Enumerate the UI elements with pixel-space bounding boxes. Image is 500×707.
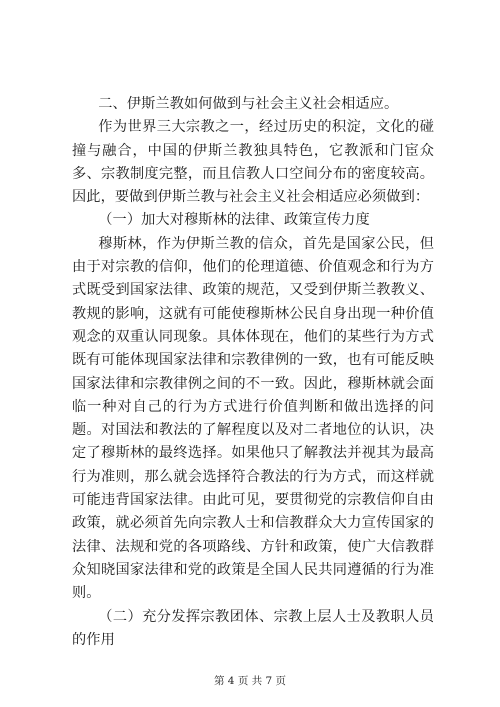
paragraph-law-policy: 穆斯林，作为伊斯兰教的信众，首先是国家公民，但由于对宗教的信仰，他们的伦理道德、价值观念和行为方式既受到国家法律、政策的规范，又受到伊斯兰教教义、教规的影响，这就有可能使穆斯林公民自身出现一种价值观念的双重认同现象。具体体现在，他们的某些行为方式既有可能体现国家法律和宗教律例的一致，也有可能反映国家法律和宗教律例之间的不一致。因此，穆斯林就会面临一种对自己的行为方式进行价值判断和做出选择的问题。对国法和教法的了解程度以及对二者地位的认识，决定了穆斯林的最终选择。如果他只了解教法并视其为最高行为准则，那么就会选择符合教法的行为方式，而这样就可能违背国家法律。由此可见，要贯彻党的宗教信仰自由政策，就必须首先向宗教人士和信教群众大力宣传国家的法律、法规和党的各项路线、方针和政策，使广大信教群众知晓国家法律和党的政策是全国人民共同遵循的行为准则。 <box>72 235 434 602</box>
document-body <box>72 93 434 652</box>
section-heading: 二、伊斯兰教如何做到与社会主义社会相适应。 <box>98 96 399 112</box>
paragraph-intro: 作为世界三大宗教之一，经过历史的积淀，文化的碰撞与融合，中国的伊斯兰教独具特色，它教派和门宦众多、宗教制度完整，而且信教人口空间分布的密度较高。因此，要做到伊斯兰教与社会主义社会相适应必须做到： <box>72 119 434 206</box>
page-number-footer: 第 4 页 共 7 页 <box>213 675 287 687</box>
subheading-one: （一）加大对穆斯林的法律、政策宣传力度 <box>98 212 370 229</box>
subheading-two: （二）充分发挥宗教团体、宗教上层人士及教职人员的作用 <box>72 608 434 648</box>
